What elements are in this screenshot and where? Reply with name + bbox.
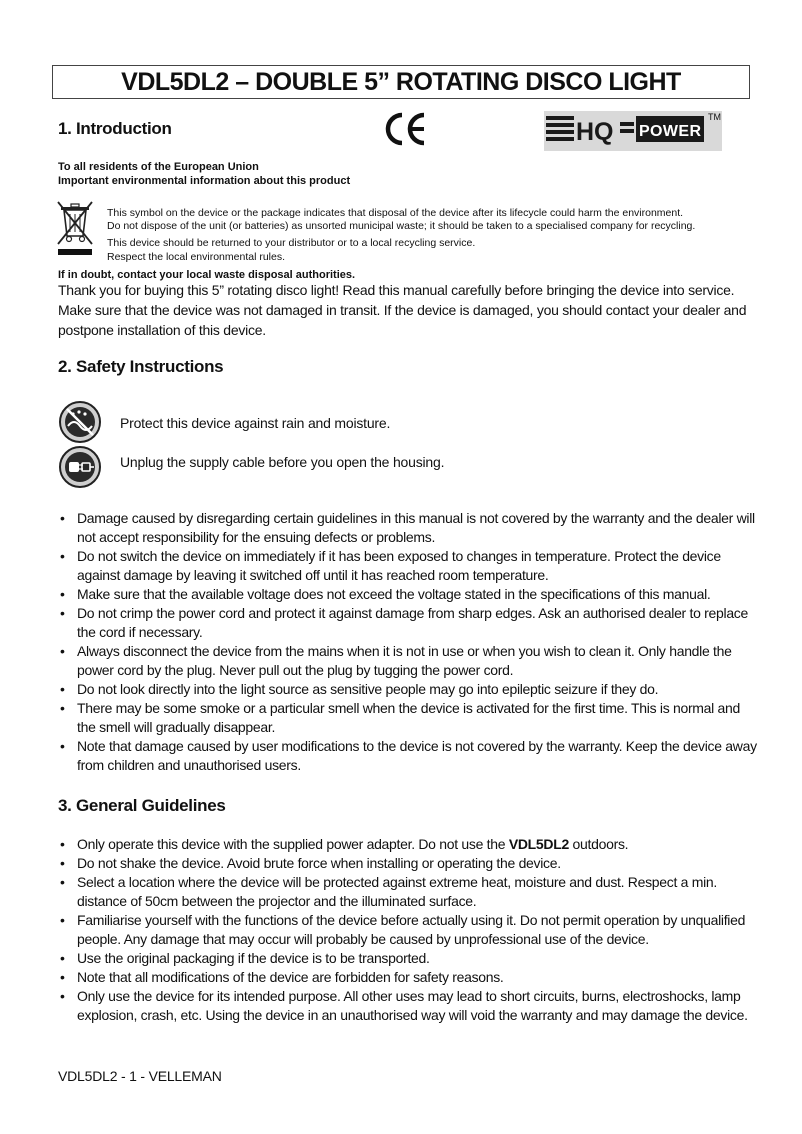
weee-text-line-4: Respect the local environmental rules. — [107, 251, 286, 263]
list-item: • Damage caused by disregarding certain guidelines in this manual is not covered by the warranty and the dealer will not accept responsibility for the ensuing defects or problems. — [58, 509, 758, 547]
crossed-bin-icon — [55, 198, 95, 256]
ce-mark-label: CE — [380, 110, 382, 111]
page-title: VDL5DL2 – DOUBLE 5” ROTATING DISCO LIGHT — [52, 65, 750, 99]
list-item: • Do not switch the device on immediately if it has been exposed to changes in temperature. Protect the device against damage by leaving it switched off until it has reached room temperature. — [58, 547, 758, 585]
list-item: • There may be some smoke or a particular smell when the device is activated for the first time. This is normal and the smell will gradually disappear. — [58, 699, 758, 737]
model-name: VDL5DL2 — [508, 836, 569, 852]
section-heading-introduction: 1. Introduction — [58, 119, 172, 138]
list-item — [58, 835, 758, 854]
list-item: • Make sure that the available voltage does not exceed the voltage stated in the specifications of this manual. — [58, 585, 758, 604]
general-guidelines-list — [58, 835, 758, 1025]
list-item: • Always disconnect the device from the mains when it is not in use or when you wish to clean it. Only handle the power cord by the plug. Never pull out the plug by tugging the power cord. — [58, 642, 758, 680]
list-item: • Note that damage caused by user modifications to the device is not covered by the warranty. Keep the device away from children and unauthorised users. — [58, 737, 758, 775]
list-item: • Only use the device for its intended purpose. All other uses may lead to short circuits, burns, electroshocks, lamp explosion, crash, etc. Using the device in an unauthorised way will void the warranty and may damage the device. — [58, 987, 758, 1025]
safety-instructions-list — [58, 509, 758, 775]
list-item: • Familiarise yourself with the functions of the device before actually using it. Do not permit operation by unqualified people. Any damage that may occur will probably be caused by unprofessional use of the device. — [58, 911, 758, 949]
list-item: • Do not look directly into the light source as sensitive people may go into epileptic seizure if they do. — [58, 680, 758, 699]
hq-power-logo — [528, 108, 726, 154]
list-item: • Select a location where the device will be protected against extreme heat, moisture and dust. Respect a min. distance of 50cm between the projector and the illuminated surface. — [58, 873, 758, 911]
eu-residents-line: To all residents of the European Union — [58, 161, 259, 173]
list-item: • Use the original packaging if the device is to be transported. — [58, 949, 758, 968]
hq-logo-text: HQ — [576, 118, 614, 146]
intro-paragraph: Thank you for buying this 5” rotating disco light! Read this manual carefully before bringing the device into service. Make sure that the device was not damaged in transit. If the device is damaged, you should contact your dealer and postpone installation of this device. — [58, 282, 747, 338]
unplug-cable-warning-icon — [58, 445, 102, 489]
list-item: • Do not crimp the power cord and protect it against damage from sharp edges. Ask an authorised dealer to replace the cord if necessary. — [58, 604, 758, 642]
list-item: • Do not shake the device. Avoid brute force when installing or operating the device. — [58, 854, 758, 873]
bullet-text: outdoors. — [568, 836, 629, 852]
weee-text-line-2: Do not dispose of the unit (or batteries) as unsorted municipal waste; it should be taken to a specialised company for recycling. — [107, 220, 696, 232]
section-heading-general-guidelines: 3. General Guidelines — [58, 796, 226, 815]
rain-moisture-instruction: Protect this device against rain and moisture. — [120, 415, 391, 431]
rain-moisture-warning-icon — [58, 400, 102, 444]
ce-mark-icon — [380, 110, 430, 148]
section-heading-safety: 2. Safety Instructions — [58, 357, 224, 376]
environment-info-line: Important environmental information about this product — [58, 175, 351, 187]
bullet-text: Only operate this device with the supplied power adapter. Do not use the — [77, 836, 509, 852]
trademark-symbol: TM — [708, 112, 721, 122]
weee-text-line-1: This symbol on the device or the package indicates that disposal of the device after its lifecycle could harm the environment. — [107, 207, 684, 219]
list-item: • Note that all modifications of the device are forbidden for safety reasons. — [58, 968, 758, 987]
waste-authorities-note: If in doubt, contact your local waste disposal authorities. — [58, 269, 356, 281]
unplug-cable-instruction: Unplug the supply cable before you open the housing. — [120, 454, 445, 470]
power-logo-text: POWER — [639, 123, 701, 140]
page-footer: VDL5DL2 - 1 - VELLEMAN — [58, 1068, 222, 1084]
weee-text-line-3: This device should be returned to your distributor or to a local recycling service. — [107, 237, 476, 249]
